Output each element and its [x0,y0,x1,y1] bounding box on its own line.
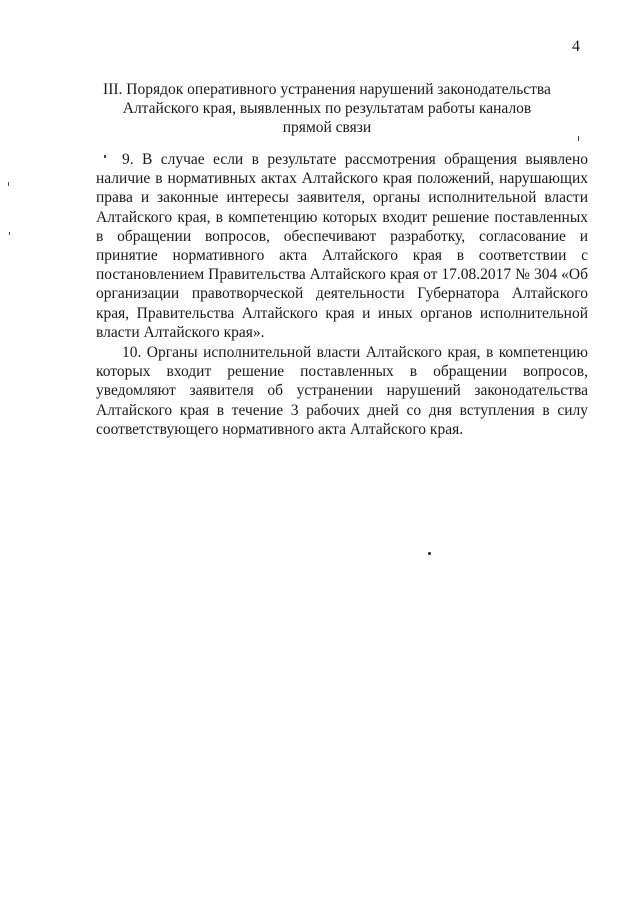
scan-speck [578,136,579,141]
scan-speck [428,552,431,555]
page-number: 4 [572,38,580,55]
section-heading-line: Алтайского края, выявленных по результатам работы каналов [122,100,532,117]
section-heading [96,80,558,137]
scan-speck [8,182,9,186]
section-heading-line: прямой связи [282,119,372,136]
document-body [96,150,588,439]
section-heading-line: III. Порядок оперативного устранения нарушений законодательства [103,81,551,98]
paragraph-10: 10. Органы исполнительной власти Алтайского края, в компетенцию которых входит решение поставленных в обращении вопросов, уведомляют заявителя об устранении нарушений законодательства Алтайского края в течение 3 рабочих дней со дня вступления в силу соответствующего нормативного акта Алтайского края. [96,344,588,438]
paragraph-9: 9. В случае если в результате рассмотрения обращения выявлено наличие в нормативных актах Алтайского края положений, нарушающих права и законные интересы заявителя, органы исполнительной власти Алтайского края, в компетенцию которых входит решение поставленных в обращении вопросов, обеспечивают разработку, согласование и принятие нормативного акта Алтайского края в соответствии с постановлением Правительства Алтайского края от 17.08.2017 № 304 «Об организации правотворческой деятельности Губернатора Алтайского края, Правительства Алтайского края и иных органов исполнительной власти Алтайского края». [96,151,588,341]
scan-speck [104,155,106,158]
scan-speck [9,232,10,235]
